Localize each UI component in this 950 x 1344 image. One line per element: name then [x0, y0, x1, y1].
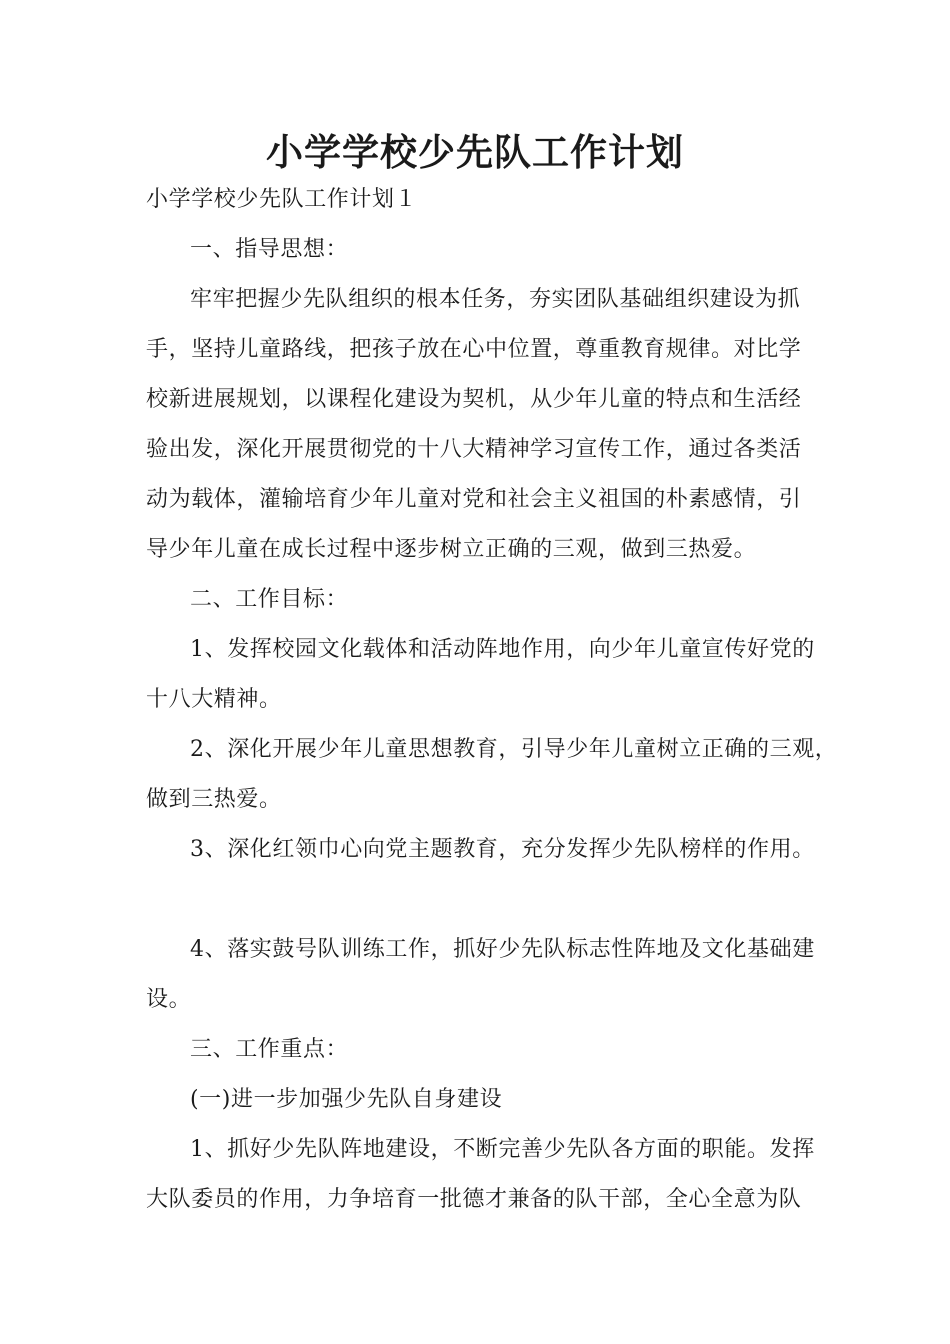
- list-item-line: 4、落实鼓号队训练工作，抓好少先队标志性阵地及文化基础建: [190, 937, 815, 962]
- list-item-line: 1、发挥校园文化载体和活动阵地作用，向少年儿童宣传好党的: [190, 637, 815, 662]
- section-heading: 二、工作目标：: [190, 587, 349, 612]
- paragraph-line: 手，坚持儿童路线，把孩子放在心中位置，尊重教育规律。对比学: [146, 337, 802, 362]
- section-heading: 一、指导思想：: [190, 237, 349, 262]
- paragraph-line: 校新进展规划，以课程化建设为契机，从少年儿童的特点和生活经: [146, 387, 802, 412]
- paragraph-line: 验出发，深化开展贯彻党的十八大精神学习宣传工作，通过各类活: [146, 437, 802, 462]
- paragraph-line: 牢牢把握少先队组织的根本任务，夯实团队基础组织建设为抓: [190, 287, 801, 312]
- document-subtitle: 小学学校少先队工作计划１: [146, 187, 418, 212]
- paragraph-line: 大队委员的作用，力争培育一批德才兼备的队干部，全心全意为队: [146, 1187, 802, 1212]
- paragraph-line: 动为载体，灌输培育少年儿童对党和社会主义祖国的朴素感情，引: [146, 487, 802, 512]
- list-item-line: 3、深化红领巾心向党主题教育，充分发挥少先队榜样的作用。: [190, 837, 815, 862]
- list-item-line: 2、深化开展少年儿童思想教育，引导少年儿童树立正确的三观，: [190, 737, 838, 762]
- list-item-line: 做到三热爱。: [146, 787, 282, 812]
- list-item-line: 十八大精神。: [146, 687, 282, 712]
- document-title: 小学学校少先队工作计划: [266, 131, 684, 174]
- list-item-line: 设。: [146, 987, 192, 1012]
- paragraph-line: 1、抓好少先队阵地建设，不断完善少先队各方面的职能。发挥: [190, 1137, 815, 1162]
- section-heading: 三、工作重点：: [190, 1037, 349, 1062]
- subsection-heading: (一)进一步加强少先队自身建设: [190, 1087, 503, 1112]
- paragraph-line: 导少年儿童在成长过程中逐步树立正确的三观，做到三热爱。: [146, 537, 757, 562]
